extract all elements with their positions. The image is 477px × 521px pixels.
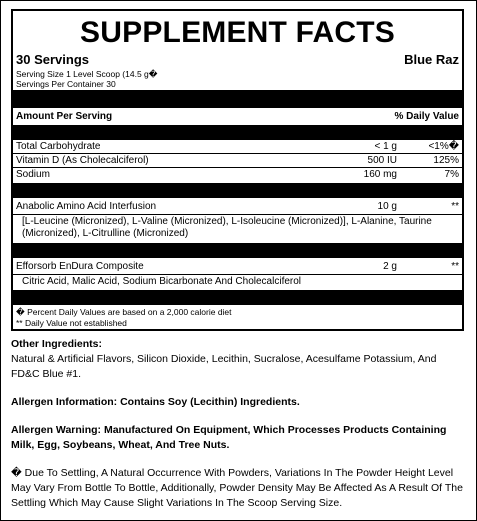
blend-dv: **: [451, 201, 459, 212]
column-header-row: [16, 111, 459, 123]
amount-per-serving-header: Amount Per Serving: [16, 111, 113, 122]
allergen-warning: Allergen Warning: Manufactured On Equipment, Which Processes Products Containing Milk, Egg, Soybeans, Wheat, And Tree Nuts.: [11, 424, 447, 451]
nutrient-name: Vitamin D (As Cholecalciferol): [16, 155, 149, 166]
nutrient-name: Total Carbohydrate: [16, 141, 101, 152]
nutrient-name: Sodium: [16, 169, 50, 180]
blend-row: [16, 201, 459, 213]
footnote-not-established: ** Daily Value not established: [16, 318, 127, 328]
allergen-information: Allergen Information: Contains Soy (Lecithin) Ingredients.: [11, 396, 300, 408]
blend-name: Efforsorb EnDura Composite: [16, 261, 144, 272]
nutrient-row: [16, 169, 459, 181]
nutrient-dv: 125%: [433, 155, 459, 166]
row-divider: [13, 167, 462, 168]
daily-value-header: % Daily Value: [394, 111, 459, 122]
blend-amount: 2 g: [383, 261, 397, 272]
nutrient-row: [16, 141, 459, 153]
nutrient-row: [16, 155, 459, 167]
servings-count: 30 Servings: [16, 52, 89, 67]
settling-note: � Due To Settling, A Natural Occurrence With Powders, Variations In The Powder Height Level May Vary From Bottle To Bottle, Additionally, Powder Density May Be Affected As A Result Of The Settling Which May Cause Slight Variations In The Scoop Serving Size.: [11, 467, 463, 509]
nutrient-dv: 7%: [444, 169, 459, 180]
thick-divider: [13, 90, 462, 108]
other-ingredients: [11, 337, 466, 382]
supplement-facts-panel: [11, 9, 464, 331]
blend-name: Anabolic Amino Acid Interfusion: [16, 201, 157, 212]
blend-ingredients: Citric Acid, Malic Acid, Sodium Bicarbonate And Cholecalciferol: [22, 276, 302, 287]
servings-per-container: Servings Per Container 30: [16, 79, 116, 89]
footnote-daily-values: � Percent Daily Values are based on a 2,000 calorie diet: [16, 307, 232, 317]
panel-title: SUPPLEMENT FACTS: [80, 16, 395, 49]
nutrient-dv: <1%�: [428, 141, 459, 152]
row-divider: [13, 274, 462, 275]
flavor-name: Blue Raz: [404, 52, 459, 67]
nutrient-amount: < 1 g: [374, 141, 397, 152]
blend-row: [16, 261, 459, 273]
thick-divider: [13, 243, 462, 258]
nutrient-amount: 160 mg: [363, 169, 397, 180]
other-ingredients-heading: Other Ingredients:: [11, 338, 103, 350]
thick-divider: [13, 183, 462, 198]
row-divider: [13, 214, 462, 215]
thick-divider: [13, 290, 462, 305]
blend-amount: 10 g: [377, 201, 397, 212]
blend-ingredients: [L-Leucine (Micronized), L-Valine (Micronized), L-Isoleucine (Micronized)], L-Alanine, Taurine (Micronized), L-Citrulline (Micronized): [22, 216, 432, 239]
serving-size: Serving Size 1 Level Scoop (14.5 g�: [16, 69, 158, 79]
other-ingredients-text: Natural & Artificial Flavors, Silicon Dioxide, Lecithin, Sucralose, Acesulfame Potassium, And FD&C Blue #1.: [11, 353, 437, 380]
blend-dv: **: [451, 261, 459, 272]
thick-divider: [13, 125, 462, 140]
nutrient-amount: 500 IU: [367, 155, 397, 166]
row-divider: [13, 153, 462, 154]
